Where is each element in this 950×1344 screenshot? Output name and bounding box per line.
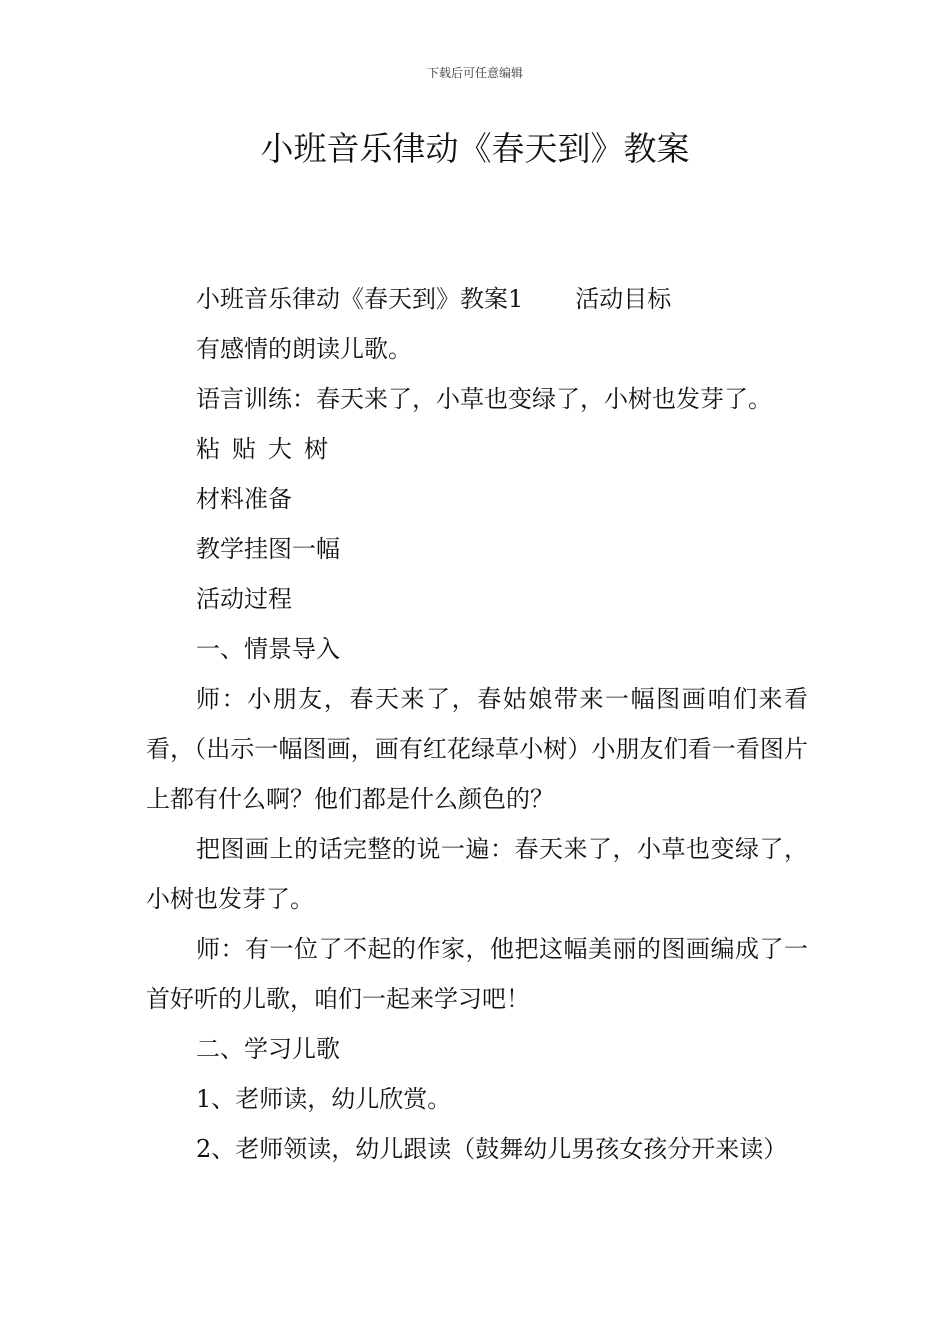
paragraph: 把图画上的话完整的说一遍：春天来了，小草也变绿了，小树也发芽了。 — [146, 835, 808, 913]
paragraph: 有感情的朗读儿歌。 — [196, 335, 412, 363]
paragraph: 粘贴大树 — [196, 435, 340, 463]
paragraph: 材料准备 — [196, 485, 292, 513]
lesson-plan-heading: 小班音乐律动《春天到》教案1 — [196, 285, 524, 313]
paragraph: 师：有一位了不起的作家，他把这幅美丽的图画编成了一首好听的儿歌，咱们一起来学习吧！ — [146, 935, 808, 1013]
page-header-note: 下载后可任意编辑 — [426, 66, 523, 80]
paragraph: 师：小朋友，春天来了，春姑娘带来一幅图画咱们来看看，（出示一幅图画，画有红花绿草小树）小朋友们看一看图片上都有什么啊？他们都是什么颜色的？ — [146, 685, 808, 813]
document-body — [146, 274, 808, 1174]
paragraph: 1、老师读，幼儿欣赏。 — [196, 1085, 452, 1113]
paragraph: 活动过程 — [196, 585, 292, 613]
paragraph: 二、学习儿歌 — [196, 1035, 340, 1063]
paragraph: 一、情景导入 — [196, 635, 340, 663]
paragraph: 语言训练：春天来了，小草也变绿了，小树也发芽了。 — [196, 385, 772, 413]
paragraph-intro — [146, 274, 808, 324]
section-heading-goals: 活动目标 — [575, 285, 672, 313]
document-title: 小班音乐律动《春天到》教案 — [260, 129, 690, 168]
paragraph: 2、老师领读，幼儿跟读（鼓舞幼儿男孩女孩分开来读） — [196, 1135, 788, 1163]
paragraph: 教学挂图一幅 — [196, 535, 340, 563]
